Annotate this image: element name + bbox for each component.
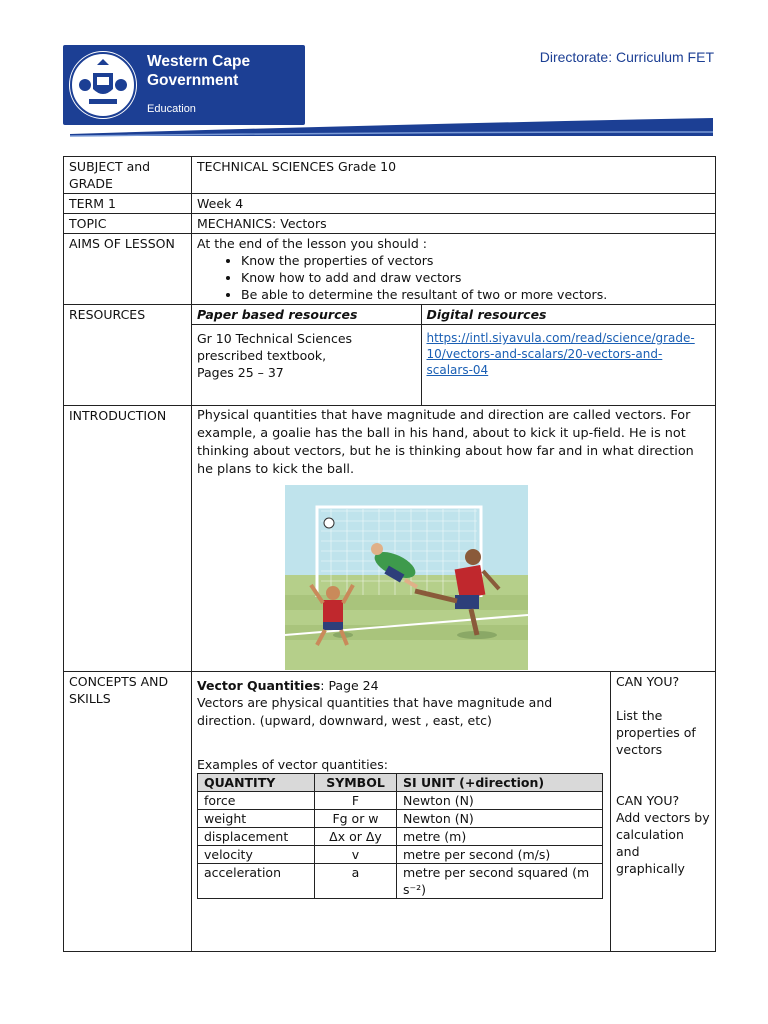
- topic-label: TOPIC: [64, 214, 192, 234]
- header-swoosh: [0, 110, 768, 140]
- table-row: [198, 791, 603, 809]
- concepts-label: CONCEPTS AND SKILLS: [64, 671, 192, 951]
- table-row: [198, 845, 603, 863]
- cell-quantity: velocity: [198, 845, 315, 863]
- paper-line: prescribed textbook,: [197, 348, 327, 363]
- cell-unit: Newton (N): [397, 809, 603, 827]
- logo-title-line2: Government: [147, 72, 239, 89]
- table-header-row: [198, 773, 603, 791]
- aims-item: • Know how to add and draw vectors: [241, 269, 710, 286]
- aims-intro: At the end of the lesson you should :: [197, 236, 427, 251]
- can-you-heading: CAN YOU?: [616, 673, 680, 689]
- introduction-content: [192, 405, 716, 671]
- can-you-text: Add vectors by calculation and graphically: [616, 809, 710, 876]
- logo-title-line1: Western Cape: [147, 53, 251, 70]
- paper-line: Gr 10 Technical Sciences: [197, 331, 353, 346]
- siyavula-link-line[interactable]: https://intl.siyavula.com/read/science/grade-: [426, 331, 695, 345]
- paper-line: Pages 25 – 37: [197, 365, 284, 380]
- vector-quantities-heading: [197, 677, 605, 694]
- siyavula-link-line[interactable]: scalars-04: [426, 363, 489, 377]
- cell-symbol: F: [315, 791, 397, 809]
- topic-value: MECHANICS: Vectors: [192, 214, 716, 234]
- vq-title: Vector Quantities: [197, 677, 321, 693]
- term-label: TERM 1: [64, 194, 192, 214]
- coat-of-arms-icon: [69, 51, 137, 119]
- logo-subtitle: Education: [147, 103, 196, 115]
- cell-unit: Newton (N): [397, 791, 603, 809]
- aims-label: AIMS OF LESSON: [64, 234, 192, 305]
- vector-quantities-table: [197, 773, 603, 899]
- aims-content: [192, 234, 716, 305]
- paper-resources-text: [192, 325, 421, 405]
- digital-resources-link[interactable]: [421, 325, 715, 405]
- aims-list: [197, 252, 710, 303]
- lesson-plan-table: [63, 156, 716, 952]
- siyavula-link-line[interactable]: 10/vectors-and-scalars/20-vectors-and-: [426, 347, 663, 361]
- cell-quantity: acceleration: [198, 863, 315, 898]
- col-header-symbol: SYMBOL: [315, 773, 397, 791]
- page-header: [0, 0, 768, 140]
- can-you-column: [611, 671, 716, 951]
- can-you-heading: CAN YOU?: [616, 792, 680, 808]
- aims-item: • Know the properties of vectors: [241, 252, 710, 269]
- table-row: [198, 809, 603, 827]
- cell-quantity: force: [198, 791, 315, 809]
- cell-unit: metre (m): [397, 827, 603, 845]
- vq-definition: Vectors are physical quantities that have magnitude and direction. (upward, downward, west , east, etc): [197, 694, 553, 728]
- cell-unit: metre per second squared (m s⁻²): [397, 863, 603, 898]
- cell-symbol: a: [315, 863, 397, 898]
- subject-value: TECHNICAL SCIENCES Grade 10: [192, 157, 716, 194]
- col-header-quantity: QUANTITY: [198, 773, 315, 791]
- examples-label: Examples of vector quantities:: [197, 756, 388, 772]
- aims-item: • Be able to determine the resultant of two or more vectors.: [241, 286, 710, 303]
- col-header-si-unit: SI UNIT (+direction): [397, 773, 603, 791]
- cell-quantity: weight: [198, 809, 315, 827]
- cell-symbol: Fg or w: [315, 809, 397, 827]
- table-row: [198, 827, 603, 845]
- concepts-content: [192, 671, 611, 951]
- digital-resources-heading: Digital resources: [421, 305, 715, 325]
- table-row: [198, 863, 603, 898]
- cell-symbol: v: [315, 845, 397, 863]
- directorate-title: Directorate: Curriculum FET: [539, 49, 714, 65]
- introduction-text: Physical quantities that have magnitude and direction are called vectors. For example, a goalie has the ball in his hand, about to kick it up-field. He is not thinking about vectors, but he is thinking about how far and in what direction he plans to kick the ball.: [197, 407, 694, 477]
- cell-symbol: Δx or Δy: [315, 827, 397, 845]
- cell-quantity: displacement: [198, 827, 315, 845]
- resources-label: RESOURCES: [64, 305, 192, 406]
- soccer-goalie-illustration: [285, 485, 528, 670]
- paper-resources-heading: Paper based resources: [192, 305, 421, 325]
- resources-subtable: [192, 305, 715, 405]
- term-value: Week 4: [192, 194, 716, 214]
- cell-unit: metre per second (m/s): [397, 845, 603, 863]
- subject-label: SUBJECT and GRADE: [64, 157, 192, 194]
- can-you-text: List the properties of vectors: [616, 707, 696, 757]
- resources-content: [192, 305, 716, 406]
- vq-page: : Page 24: [320, 677, 379, 693]
- introduction-label: INTRODUCTION: [64, 405, 192, 671]
